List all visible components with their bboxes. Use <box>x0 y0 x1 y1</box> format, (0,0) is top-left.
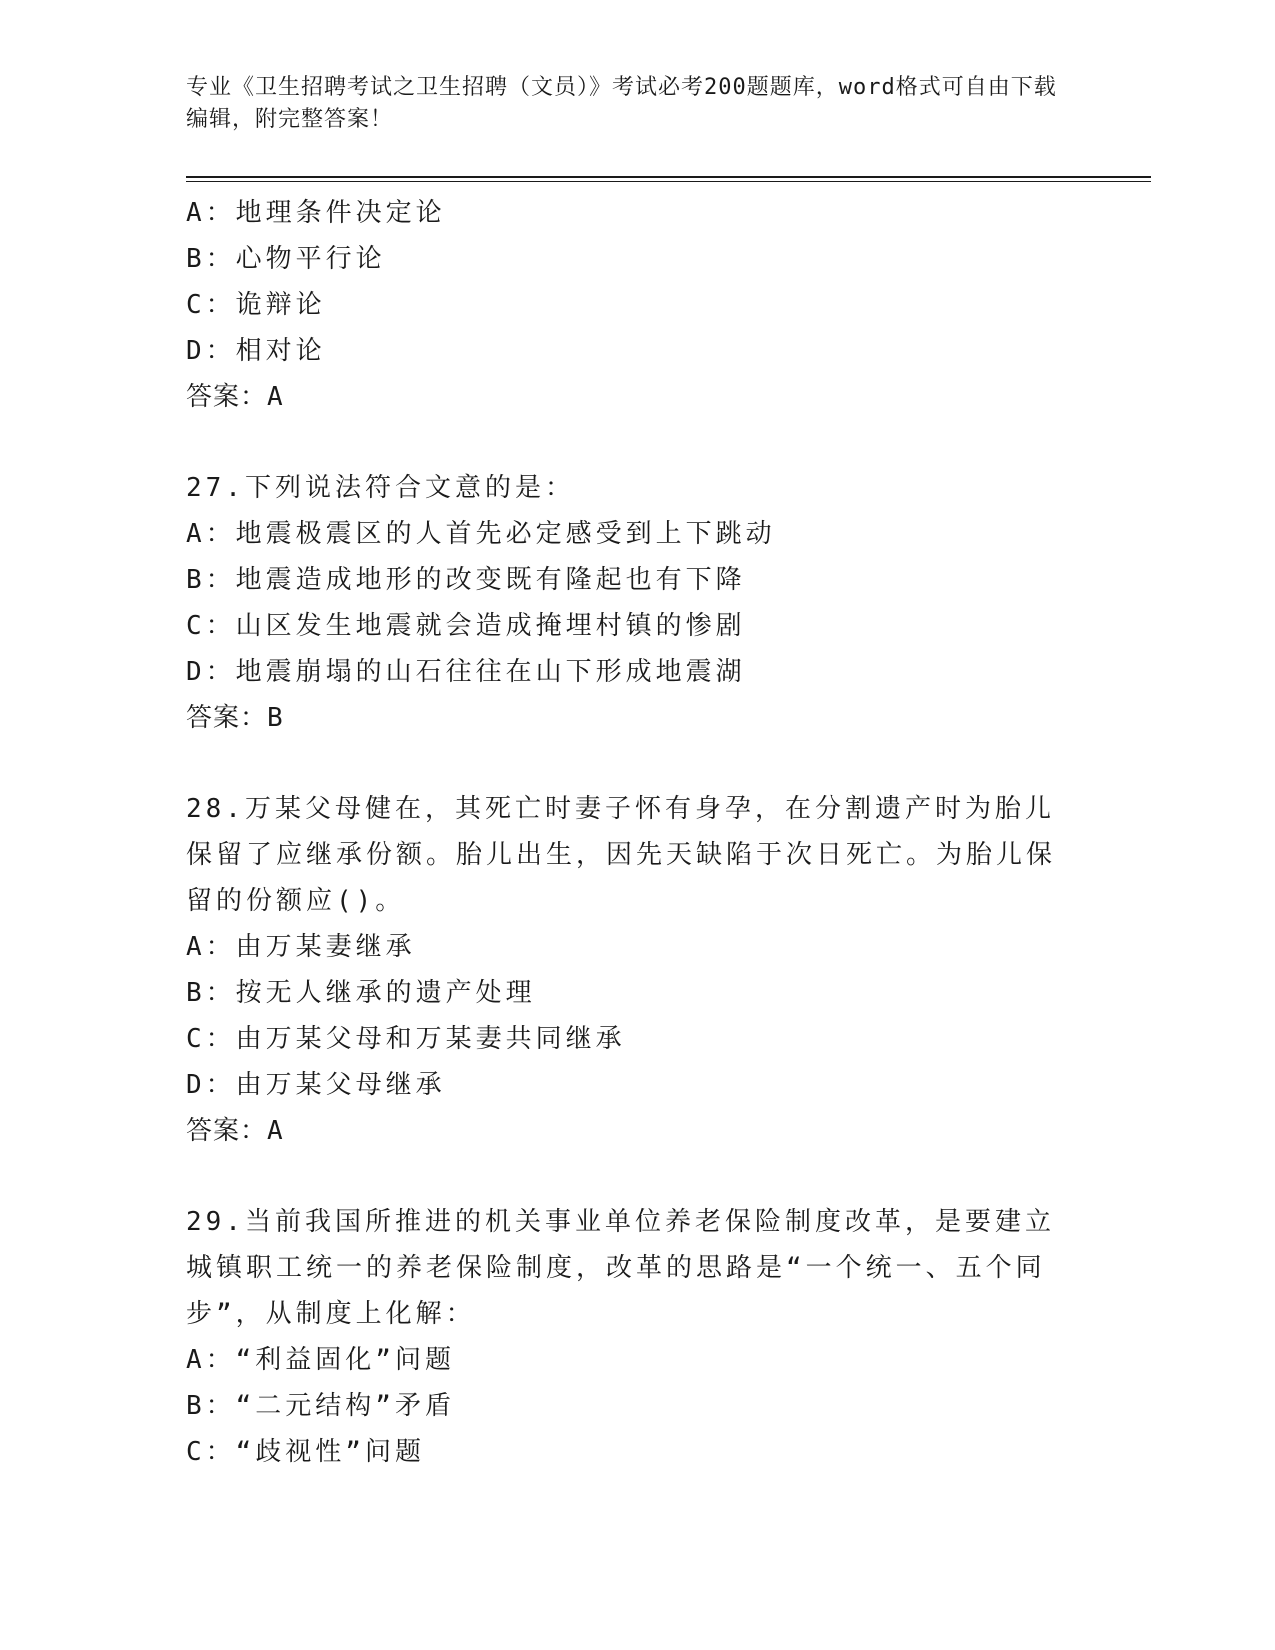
question-text: 29.当前我国所推进的机关事业单位养老保险制度改革，是要建立城镇职工统一的养老保险制度，改革的思路是“一个统一、五个同步”，从制度上化解： <box>186 1207 1055 1329</box>
option-d: D：相对论 <box>186 336 326 366</box>
option-c: C：诡辩论 <box>186 290 326 320</box>
option-a: A：地震极震区的人首先必定感受到上下跳动 <box>186 519 776 549</box>
option-a: A：由万某妻继承 <box>186 932 416 962</box>
document-header: 专业《卫生招聘考试之卫生招聘（文员）》考试必考200题题库，word格式可自由下载编辑，附完整答案！ <box>186 75 1057 132</box>
option-b: B：按无人继承的遗产处理 <box>186 978 536 1008</box>
question-text: 28.万某父母健在，其死亡时妻子怀有身孕，在分割遗产时为胎儿保留了应继承份额。胎儿出生，因先天缺陷于次日死亡。为胎儿保留的份额应()。 <box>186 794 1057 916</box>
option-b: B：心物平行论 <box>186 244 386 274</box>
option-c: C：山区发生地震就会造成掩埋村镇的惨剧 <box>186 611 746 641</box>
option-b: B：地震造成地形的改变既有隆起也有下降 <box>186 565 746 595</box>
answer-line: 答案：A <box>186 382 284 412</box>
option-c: C：“歧视性”问题 <box>186 1437 425 1467</box>
header-divider-thin <box>186 181 1151 182</box>
option-d: D：地震崩塌的山石往往在山下形成地震湖 <box>186 657 746 687</box>
question-text: 27.下列说法符合文意的是： <box>186 473 575 503</box>
option-a: A：地理条件决定论 <box>186 198 446 228</box>
answer-line: 答案：B <box>186 703 284 733</box>
question-block-26 <box>186 190 1066 420</box>
question-block-27 <box>186 465 1066 741</box>
option-d: D：由万某父母继承 <box>186 1070 446 1100</box>
option-b: B：“二元结构”矛盾 <box>186 1391 455 1421</box>
option-a: A：“利益固化”问题 <box>186 1345 455 1375</box>
option-c: C：由万某父母和万某妻共同继承 <box>186 1024 626 1054</box>
question-block-29 <box>186 1199 1066 1475</box>
question-block-28 <box>186 786 1066 1154</box>
header-divider-thick <box>186 176 1151 178</box>
question-list <box>186 190 1066 1475</box>
answer-line: 答案：A <box>186 1116 284 1146</box>
